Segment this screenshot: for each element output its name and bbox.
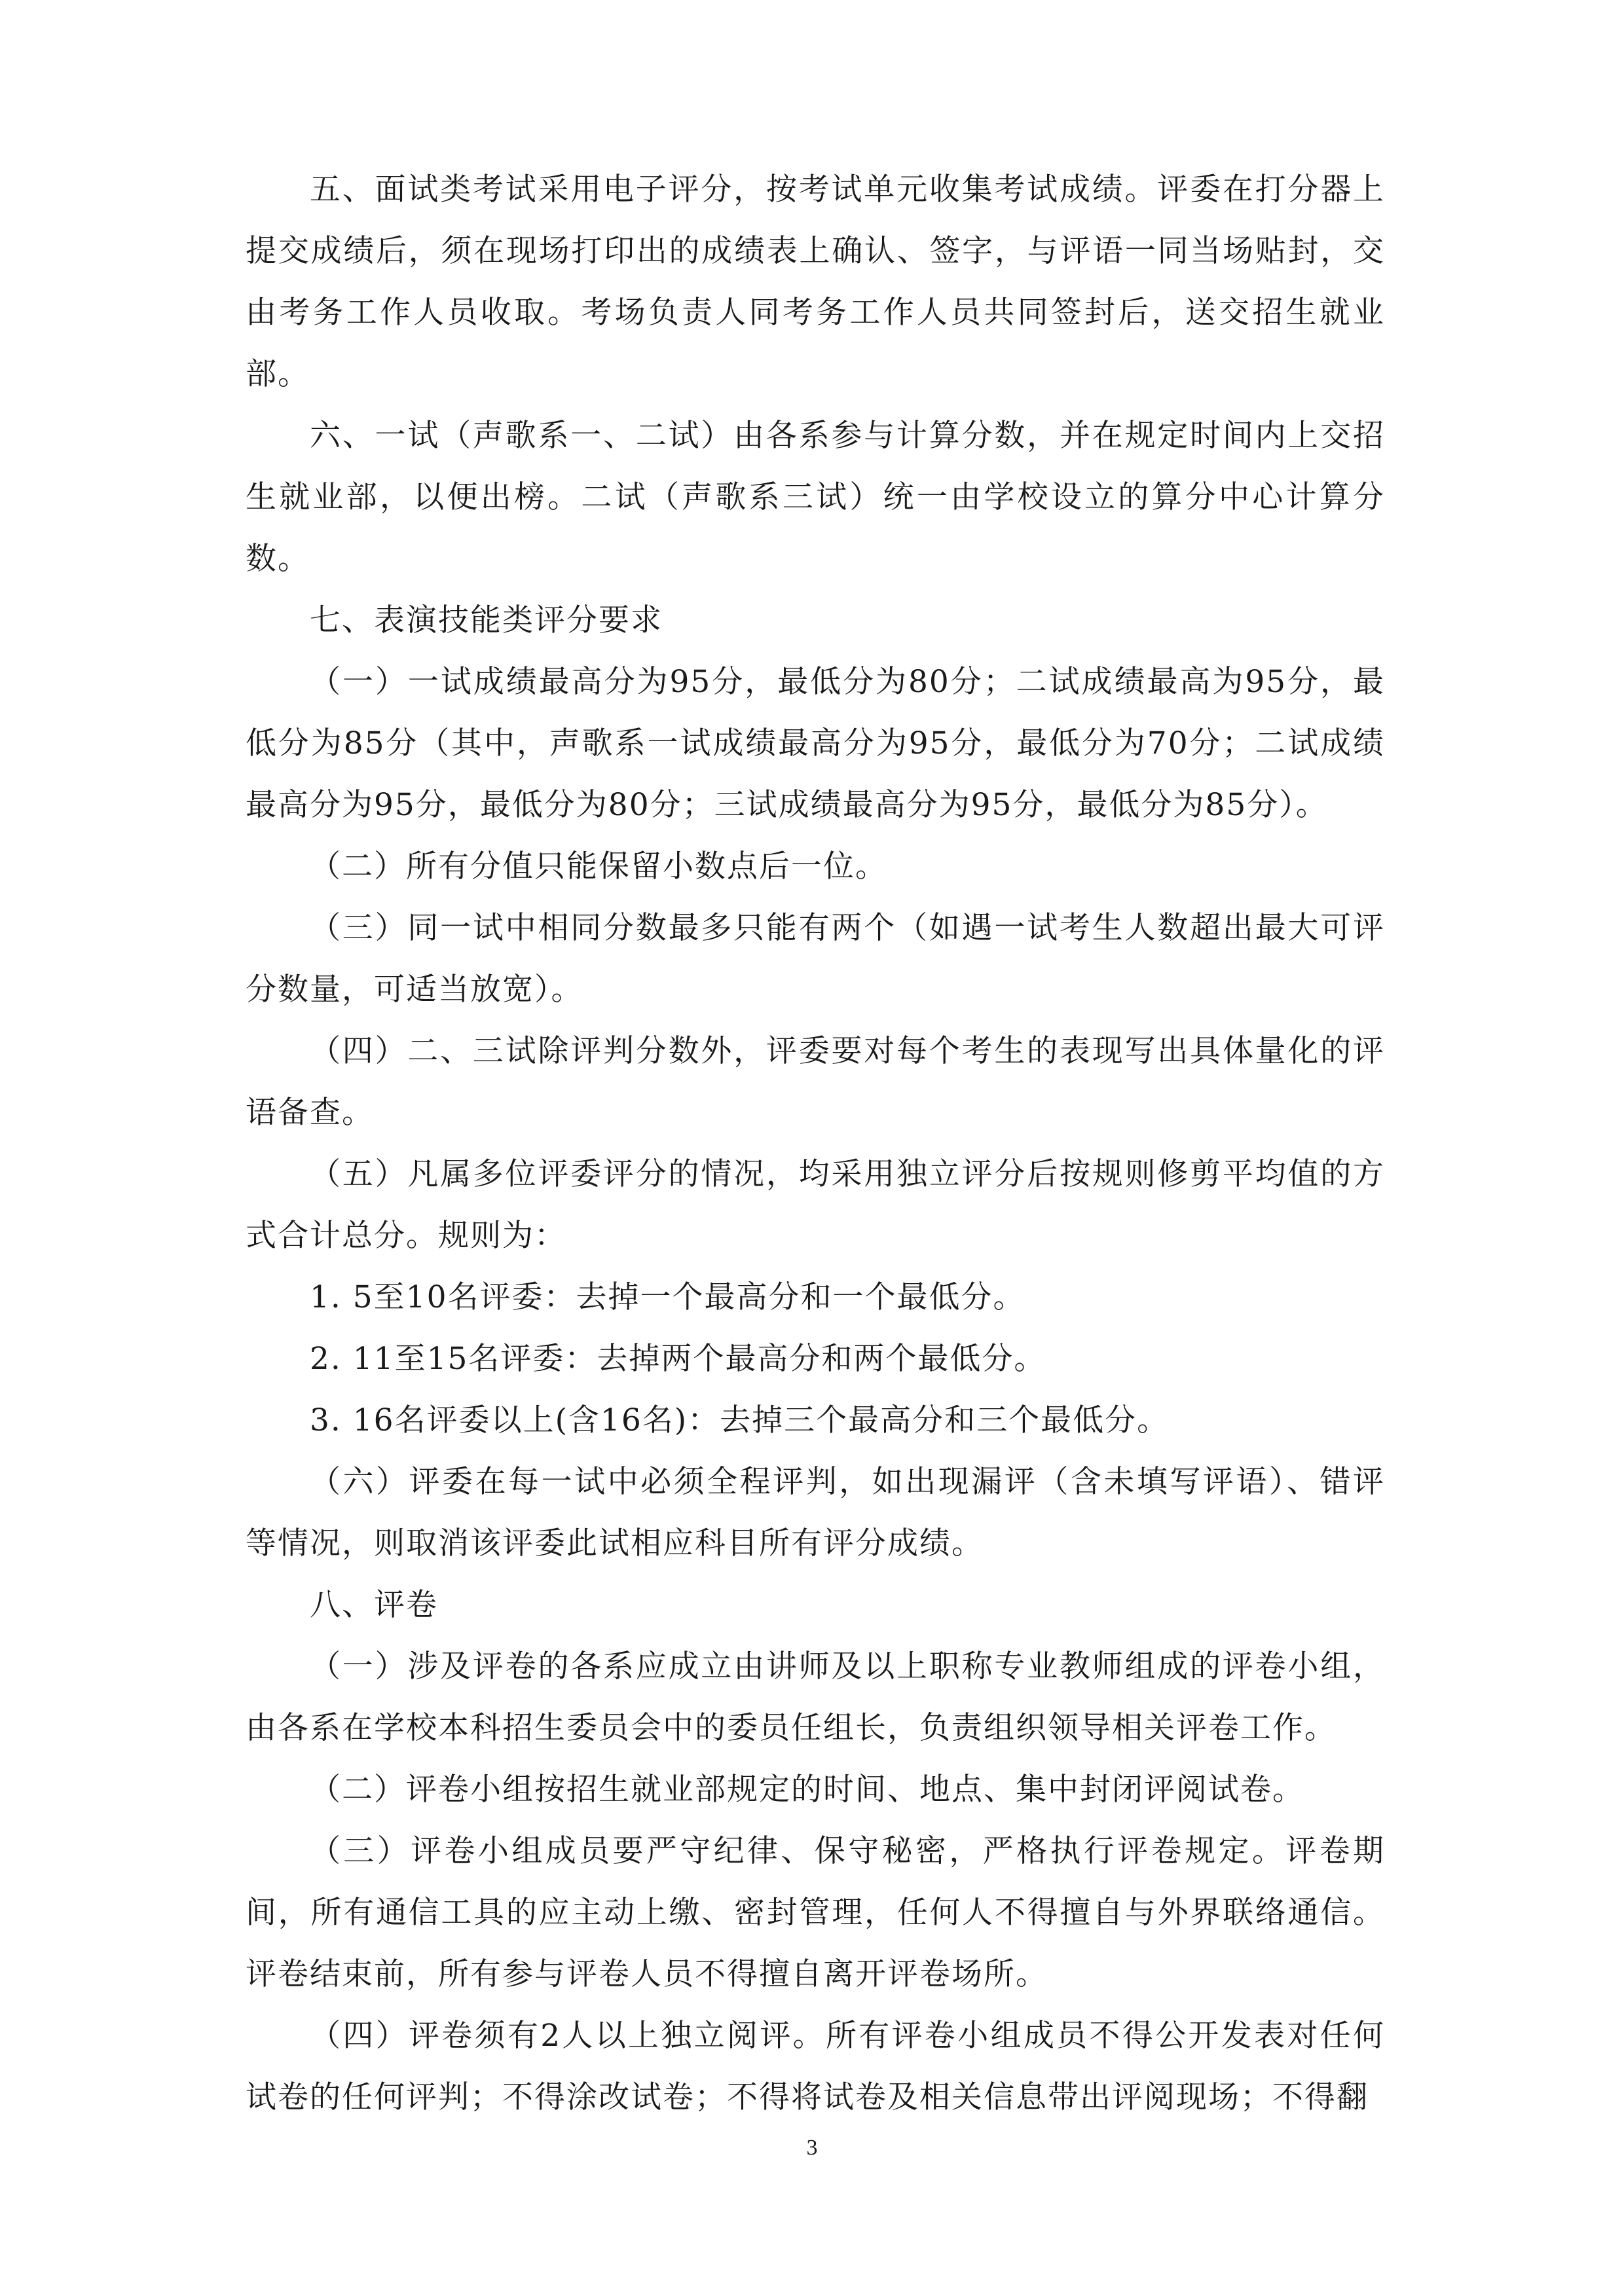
section-heading-marking: 八、评卷 [310,1587,438,1623]
paragraph-interview-scoring: 五、面试类考试采用电子评分，按考试单元收集考试成绩。评委在打分器上提交成绩后，须在现场打印出的成绩表上确认、签字，与评语一同当场贴封，交由考务工作人员收取。考场负责人同考务工作人员共同签封后，送交招生就业部。 [246,172,1385,392]
paragraph-comments-rule: （四）二、三试除评判分数外，评委要对每个考生的表现写出具体量化的评语备查。 [246,1033,1385,1131]
page-number: 3 [806,2136,818,2160]
section-heading-performance-scoring: 七、表演技能类评分要求 [310,602,663,638]
paragraph-independent-marking: （四）评卷须有2人以上独立阅评。所有评卷小组成员不得公开发表对任何试卷的任何评判；不得涂改试卷；不得将试卷及相关信息带出评阅现场；不得翻 [246,2018,1385,2115]
paragraph-marking-schedule: （二）评卷小组按招生就业部规定的时间、地点、集中封闭评阅试卷。 [310,1772,1304,1808]
paragraph-marking-group: （一）涉及评卷的各系应成立由讲师及以上职称专业教师组成的评卷小组，由各系在学校本科招生委员会中的委员任组长，负责组织领导相关评卷工作。 [246,1649,1385,1746]
paragraph-full-judging-rule: （六）评委在每一试中必须全程评判，如出现漏评（含未填写评语）、错评等情况，则取消该评委此试相应科目所有评分成绩。 [246,1464,1385,1561]
paragraph-decimal-rule: （二）所有分值只能保留小数点后一位。 [310,848,887,884]
document-body [246,159,1385,2128]
paragraph-score-calculation: 六、一试（声歌系一、二试）由各系参与计算分数，并在规定时间内上交招生就业部，以便出榜。二试（声歌系三试）统一由学校设立的算分中心计算分数。 [246,418,1385,577]
rule-item-3: 3. 16名评委以上(含16名)：去掉三个最高分和三个最低分。 [310,1402,1170,1438]
paragraph-duplicate-score-rule: （三）同一试中相同分数最多只能有两个（如遇一试考生人数超出最大可评分数量，可适当放宽）。 [246,910,1385,1008]
paragraph-marking-discipline: （三）评卷小组成员要严守纪律、保守秘密，严格执行评卷规定。评卷期间，所有通信工具的应主动上缴、密封管理，任何人不得擅自与外界联络通信。评卷结束前，所有参与评卷人员不得擅自离开评卷场所。 [246,1833,1385,1992]
rule-item-2: 2. 11至15名评委：去掉两个最高分和两个最低分。 [310,1341,1046,1377]
paragraph-trimmed-mean-rule: （五）凡属多位评委评分的情况，均采用独立评分后按规则修剪平均值的方式合计总分。规则为： [246,1156,1385,1254]
rule-item-1: 1. 5至10名评委：去掉一个最高分和一个最低分。 [310,1279,1025,1315]
paragraph-score-range: （一）一试成绩最高分为95分，最低分为80分；二试成绩最高为95分，最低分为85分（其中，声歌系一试成绩最高分为95分，最低分为70分；二试成绩最高分为95分，最低分为80分；三试成绩最高分为95分，最低分为85分）。 [246,664,1385,823]
